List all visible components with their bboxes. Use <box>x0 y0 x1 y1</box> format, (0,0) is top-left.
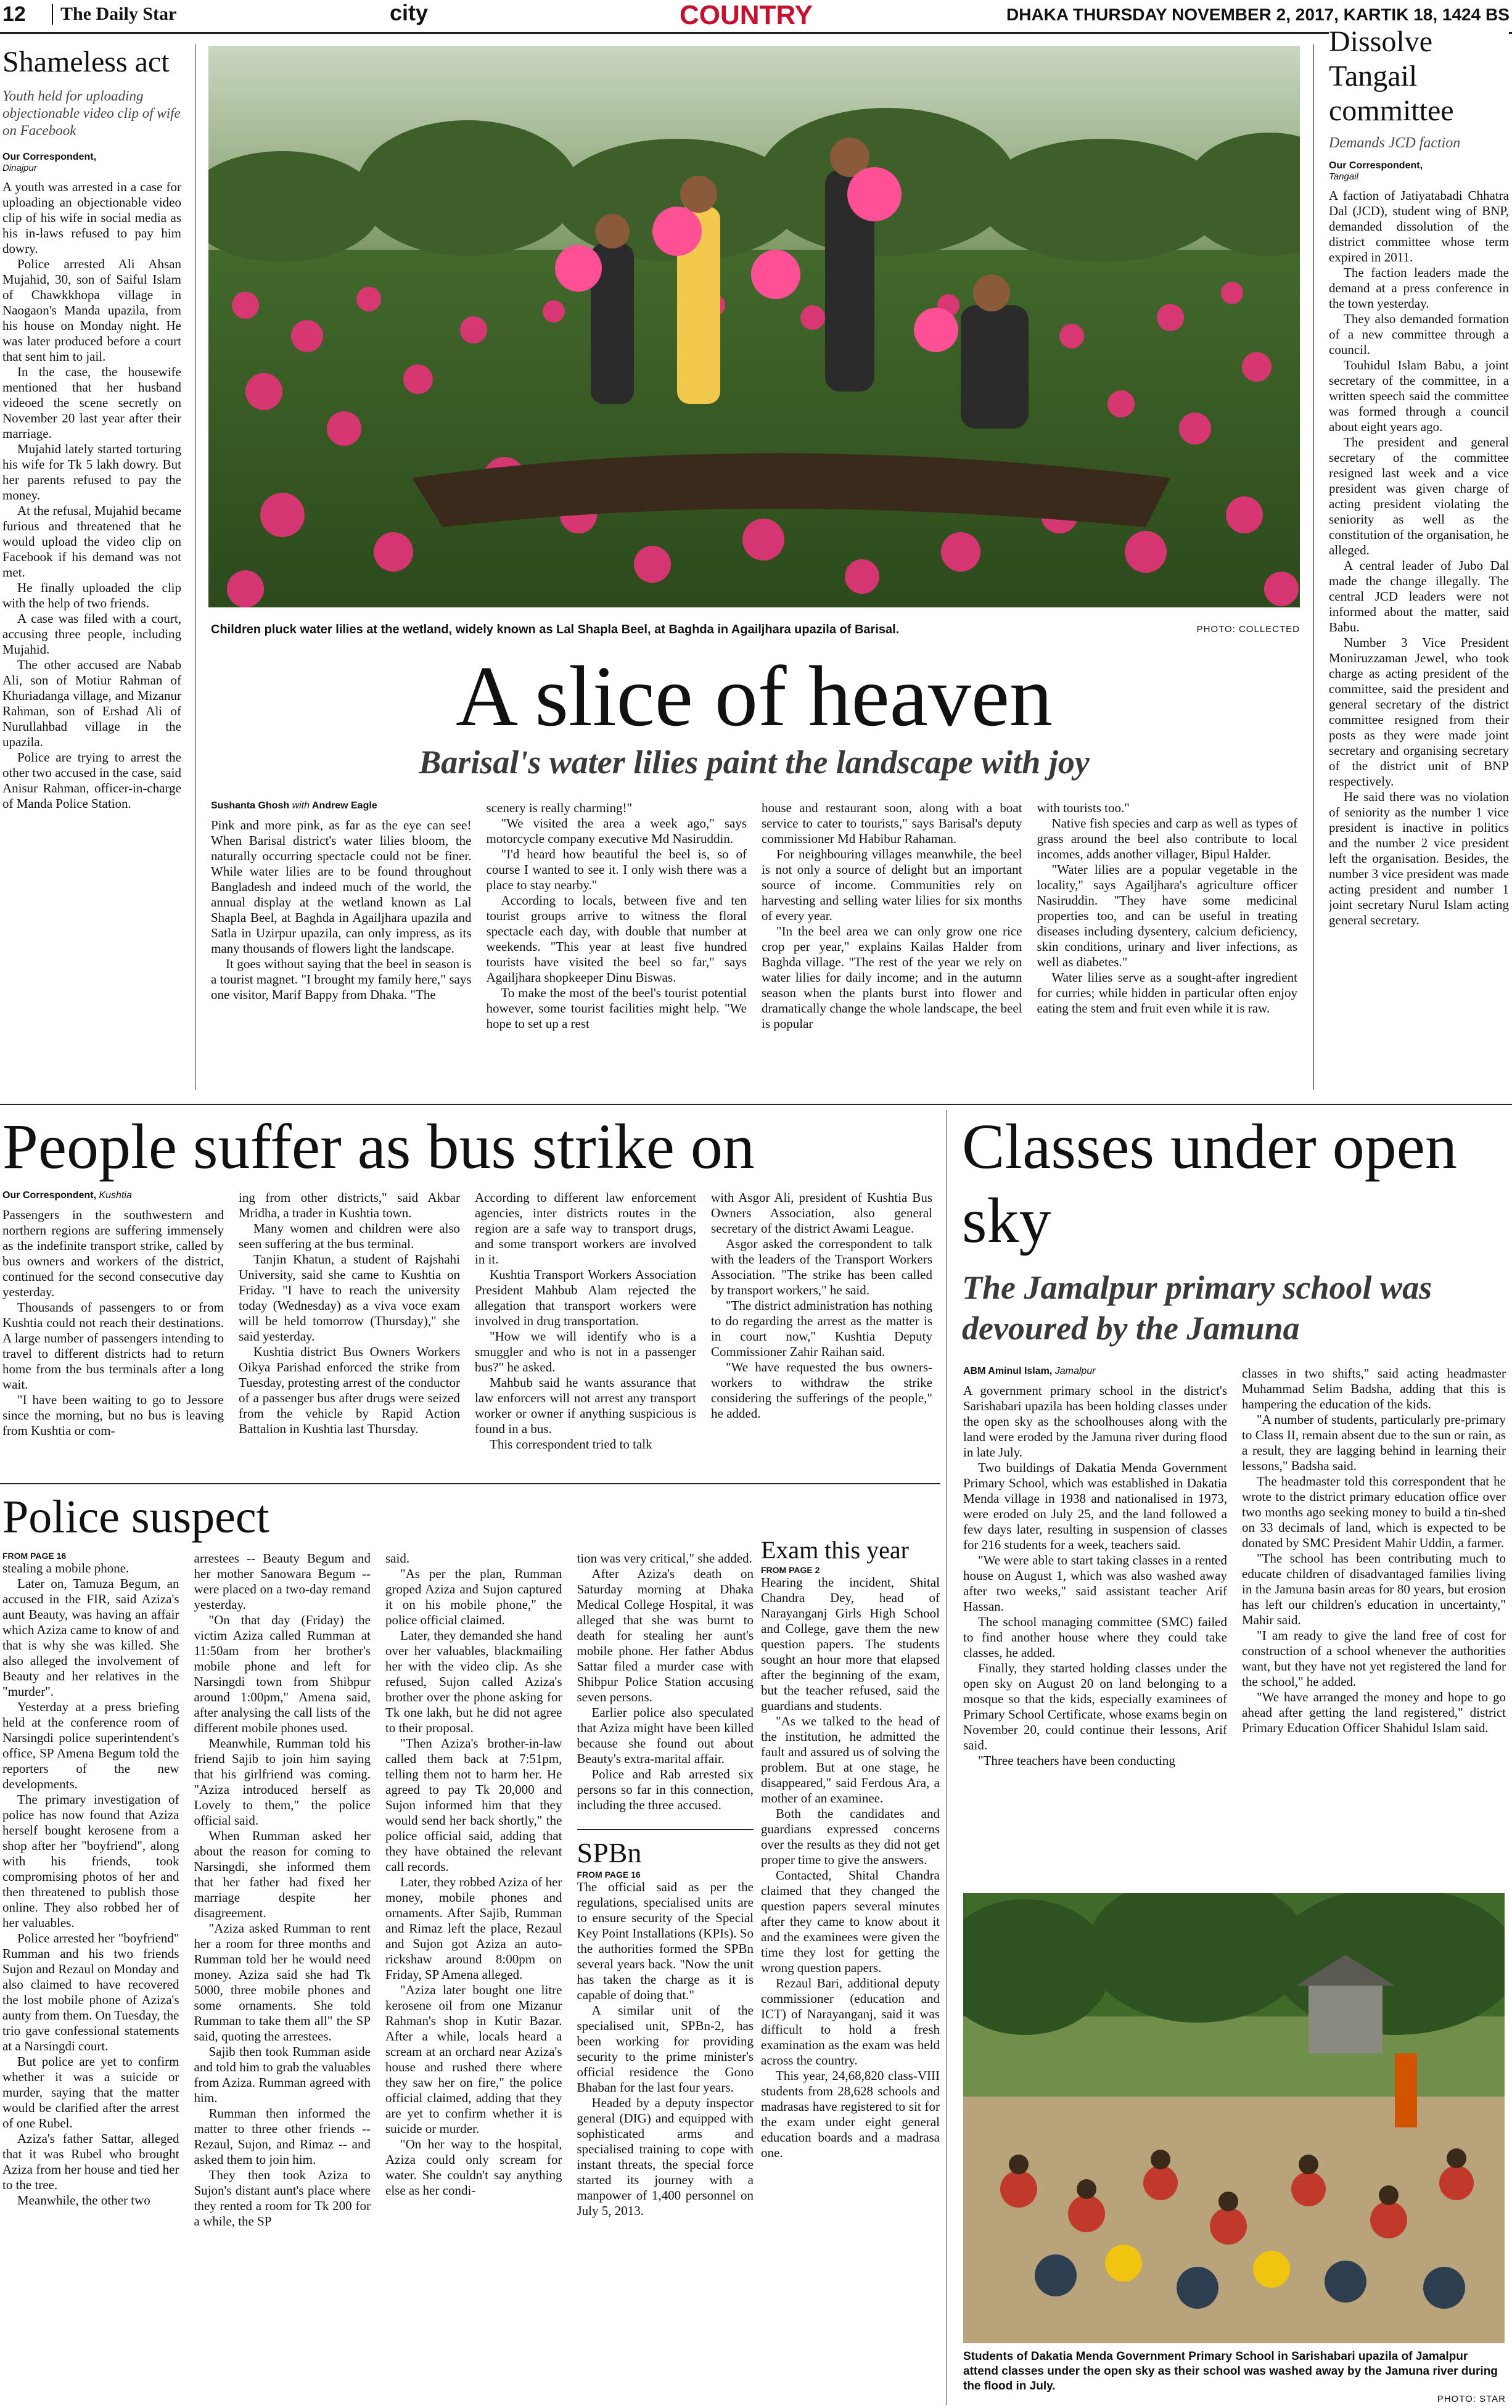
page-number: 12 <box>2 2 26 26</box>
classes-photo-caption: Students of Dakatia Menda Government Primary School in Sarishabari upazila of Jamalpur attend classes under the open sky as their school was washed away by the Jamuna river during the flood in July. <box>963 2350 1498 2393</box>
section-rule <box>0 1483 940 1484</box>
water-lilies-photo-illustration <box>208 46 1300 607</box>
paragraph: The primary investigation of police has now found that Aziza herself bought kerosene from a shop after her "boyfriend", along with his friends, took compromising photos of her and then threatened to publish those online. They also robbed her of her valuables. <box>2 1792 179 1930</box>
byline-location: Kushtia <box>99 1190 132 1201</box>
paragraph: with tourists too." <box>1037 800 1130 815</box>
byline <box>211 800 472 812</box>
article-columns <box>211 800 1297 1090</box>
article-body <box>475 1190 696 1452</box>
paragraph: "The school has been contributing much to educate children of disadvantaged families living in the Jamuna basin areas for 80 years, but erosion has left our children's education in uncertainty," Mahir said. <box>1242 1551 1506 1627</box>
paragraph: He finally uploaded the clip with the help of two friends. <box>2 580 181 610</box>
masthead <box>0 0 1512 31</box>
paragraph: It goes without saying that the beel in season is a tourist magnet. "I brought my family here," says one visitor, Marif Bappy from Dhaka. "The <box>211 956 472 1002</box>
article-body <box>577 1551 754 1813</box>
classes-headline: Classes under open sky <box>962 1111 1457 1256</box>
paragraph: classes in two shifts," said acting headmaster Muhammad Selim Badsha, adding that this is hampering the education of the kids. <box>1242 1366 1506 1412</box>
byline <box>963 1366 1227 1377</box>
article-column <box>194 1551 371 2405</box>
paragraph: "How we will identify who is a smuggler and who is not in a passenger bus?" he asked. <box>475 1329 696 1375</box>
paragraph: Passengers in the southwestern and northern regions are suffering immensely as the indefinite transport strike, called by bus owners and workers of the district, continued for the second consecutive day yesterday. <box>2 1207 224 1299</box>
paragraph: Touhidul Islam Babu, a joint secretary of the committee, in a written speech said the committee was formed through a council about eight years ago. <box>1329 358 1509 434</box>
article-body <box>1242 1366 1506 1736</box>
paragraph: The headmaster told this correspondent that he wrote to the district primary education office over two months ago seeking money to build a tin-shed on 33 decimals of land, which is expected to be donated by SMC President Mahir Uddin, a farmer. <box>1242 1474 1506 1550</box>
paragraph: According to locals, between five and ten tourist groups arrive to witness the floral spectacle each day, with double that number at weekends. "This year at least five hundred tourists have visited the beel so far," says Agailjhara shopkeeper Dinu Biswas. <box>486 893 747 985</box>
paragraph: "I am ready to give the land free of cost for construction of a school whenever the authorities want, but they have not yet registered the land for the school," he added. <box>1242 1628 1506 1689</box>
paragraph: A faction of Jatiyatabadi Chhatra Dal (JCD), student wing of BNP, demanded dissolution of the district committee whose term expired in 2011. <box>1329 188 1509 265</box>
paragraph: Headed by a deputy inspector general (DIG) and equipped with sophisticated arms and specialised training to cope with instant threats, the special force started its journey with a manpower of 1,400 personnel on July 5, 2013. <box>577 2095 754 2218</box>
article-body <box>2 1207 224 1439</box>
article-body <box>2 179 181 812</box>
article-tangail <box>1329 25 1509 1090</box>
open-sky-classroom-illustration <box>963 1893 1505 2343</box>
section-rule <box>0 1104 1512 1105</box>
article-classes <box>963 1366 1506 1878</box>
police-headline: Police suspect <box>2 1491 269 1543</box>
article-body <box>577 1880 754 2219</box>
article-shameless <box>2 44 181 1090</box>
paragraph: Yesterday at a press briefing held at the conference room of Narsingdi police superintendent's office, SP Amena Begum told the reporters of the new developments. <box>2 1699 179 1791</box>
from-page: FROM PAGE 16 <box>2 1551 67 1561</box>
heaven-headline: A slice of heaven <box>456 651 1053 743</box>
open-sky-classroom-photo <box>963 1893 1505 2343</box>
headline: Shameless act <box>2 46 170 78</box>
article-columns <box>963 1366 1506 1878</box>
article-police <box>2 1551 754 2405</box>
paragraph: "Then Aziza's brother-in-law called them back at 7:51pm, telling them not to harm her. He agreed to pay Tk 20,000 and Sujon informed him that they would send her back shortly," the police official said, adding that they have obtained the relevant call records. <box>385 1736 562 1874</box>
paragraph: Meanwhile, Rumman told his friend Sajib to join him saying that his girlfriend was coming. "Aziza introduced herself as Lovely to them," the police official said. <box>194 1736 371 1828</box>
article-body <box>762 800 1022 1032</box>
water-lilies-photo <box>208 46 1300 607</box>
section-rule <box>577 1829 754 1830</box>
paragraph: Both the candidates and guardians expressed concerns over the results as they did not get proper time to give the answers. <box>761 1806 940 1867</box>
byline-location: Tangail <box>1329 171 1358 182</box>
paragraph: The president and general secretary of the committee resigned last week and a vice president was given charge of acting president violating the seniority as well as the constitution of the organisation, he alleged. <box>1329 435 1509 557</box>
paragraph: Kushtia Transport Workers Association President Mahbub Alam rejected the allegation that transport workers were involved in drug transportation. <box>475 1267 696 1328</box>
byline-location: Dinajpur <box>2 163 37 173</box>
byline <box>1329 160 1509 182</box>
paragraph: In the case, the housewife mentioned that her husband videoed the scene secretly on November 20 last year after their marriage. <box>2 364 181 441</box>
byline-name: Our Correspondent, <box>2 1190 97 1201</box>
article-column <box>475 1190 696 1474</box>
paragraph: "We have arranged the money and hope to go ahead after getting the land registered," district Primary Education Officer Shahidul Islam said. <box>1242 1690 1506 1735</box>
column-rule <box>1313 44 1314 1090</box>
paragraph: A case was filed with a court, accusing three people, including Mujahid. <box>2 611 181 657</box>
paragraph: But police are yet to confirm whether it was a suicide or murder, saying that the matter would be clarified after the arrest of one Rubel. <box>2 2054 179 2131</box>
paragraph: Number 3 Vice President Moniruzzaman Jewel, who took charge as acting president of the committee, said the president and general secretary of the district committee resigned from their posts as they were made joint secretary and organising secretary of the district unit of BNP respectively. <box>1329 635 1509 789</box>
article-body <box>761 1575 940 2161</box>
article-body <box>963 1383 1227 1769</box>
paragraph: "As per the plan, Rumman groped Aziza and Sujon captured it on his mobile phone," the police official claimed. <box>385 1566 562 1627</box>
paragraph: Later on, Tamuza Begum, an accused in the FIR, said Aziza's aunt Beauty, was having an affair which Aziza came to know of and that is why she was killed. She also alleged the involvement of Beauty and her relatives in the "murder". <box>2 1576 179 1699</box>
deck: Demands JCD faction <box>1329 135 1461 151</box>
byline-with: with <box>292 800 310 811</box>
paper-name: The Daily Star <box>52 4 176 25</box>
paragraph: said. <box>385 1551 410 1566</box>
paragraph: Hearing the incident, Shital Chandra Dey, head of Narayanganj Girls High School and College, gave them the new question papers. The students sought an hour more that elapsed after the beginning of the exam, but the teacher refused, said the guardians and students. <box>761 1575 940 1713</box>
paragraph: Earlier police also speculated that Aziza might have been killed because she found out about Beauty's extra-marital affair. <box>577 1705 754 1766</box>
paragraph: Police are trying to arrest the other two accused in the case, said Anisur Rahman, officer-in-charge of Manda Police Station. <box>2 750 181 811</box>
heaven-deck: Barisal's water lilies paint the landscape with joy <box>419 744 1090 781</box>
paragraph: "In the beel area we can only grow one rice crop per year," explains Kailas Halder from Baghda village. "The rest of the year we rely on water lilies for daily income; and in the autumn season when the plants burst into flower and dramatically change the whole landscape, the beel is popular <box>762 924 1022 1031</box>
article-column <box>385 1551 562 2405</box>
paragraph: with Asgor Ali, president of Kushtia Bus Owners Association, also general secretary of the district Awami League. <box>711 1190 932 1236</box>
article-column <box>1242 1366 1506 1878</box>
article-column <box>963 1366 1227 1878</box>
paragraph: "I'd heard how beautiful the beel is, so of course I wanted to see it. I only wish there was a place to stay nearby." <box>486 847 747 892</box>
paragraph: The faction leaders made the demand at a press conference in the town yesterday. <box>1329 265 1509 311</box>
paragraph: Contacted, Shital Chandra claimed that they changed the question papers several minutes after they came to know about it and the examinees were given the time they lost for getting the wrong question papers. <box>761 1868 940 1975</box>
article-column <box>239 1190 460 1474</box>
article-column <box>2 1190 224 1474</box>
paragraph: house and restaurant soon, along with a boat service to cater to tourists," says Barisal's deputy commissioner Md Habibur Rahaman. <box>762 800 1022 846</box>
paragraph: Kushtia district Bus Owners Workers Oikya Parishad enforced the strike from Tuesday, protesting arrest of the conductor of a passenger bus after drugs were seized from the vehicle by Rapid Action Battalion in Kushtia last Thursday. <box>239 1344 460 1436</box>
paragraph: Water lilies serve as a sought-after ingredient for curries; while hidden in particular often enjoy eating the stem and fruit even while it is raw. <box>1037 970 1297 1016</box>
classes-photo-credit: PHOTO: STAR <box>1437 2394 1506 2404</box>
paragraph: "Aziza asked Rumman to rent her a room for three months and Rumman told her he would need money. Aziza said she had Tk 5000, three mobile phones and some ornaments. She told Rumman to take them all" the SP said, quoting the arrestees. <box>194 1921 371 2044</box>
masthead-rule <box>0 32 1512 34</box>
article-body <box>487 800 747 1032</box>
paragraph: For neighbouring villages meanwhile, the beel is not only a source of delight but an important source of income. Communities rely on harvesting and selling water lilies for six months of every year. <box>762 847 1022 923</box>
paragraph: A youth was arrested in a case for uploading an objectionable video clip of his wife in social media as his in-laws refused to pay him dowry. <box>2 179 181 256</box>
article-columns <box>2 1551 754 2405</box>
paragraph: Rezaul Bari, additional deputy commissioner (education and ICT) of Narayanganj, said it was difficult to hold a fresh examination as the exam was held across the country. <box>761 1976 940 2068</box>
paragraph: "We have requested the bus owners-workers to withdraw the strike considering the sufferings of the people," he added. <box>711 1360 932 1421</box>
paragraph: ing from other districts," said Akbar Mridha, a trader in Kushtia town. <box>239 1190 460 1220</box>
paragraph: "A number of students, particularly pre-primary to Class II, remain absent due to the sun or rain, as a result, they are lagging behind in learning their lessons," Badsha said. <box>1242 1412 1506 1473</box>
paragraph: Mahbub said he wants assurance that law enforcers will not arrest any transport worker or owner if anything suspicious is found in a bus. <box>475 1375 696 1436</box>
from-page: FROM PAGE 16 <box>577 1870 641 1880</box>
article-column <box>762 800 1022 1090</box>
byline <box>2 1190 224 1201</box>
article-column <box>711 1190 932 1474</box>
paragraph: tion was very critical," she added. <box>577 1551 752 1566</box>
paragraph: At the refusal, Mujahid became furious and threatened that he would upload the video clip on Facebook if his demand was not met. <box>2 503 181 580</box>
paragraph: Sajib then took Rumman aside and told him to grab the valuables from Aziza. Rumman agreed with him. <box>194 2044 371 2105</box>
paragraph: Police and Rab arrested six persons so far in this connection, including the three accused. <box>577 1767 754 1812</box>
byline <box>2 152 181 173</box>
article-body <box>711 1190 932 1421</box>
paragraph: Rumman then informed the matter to three other friends -- Rezaul, Sujon, and Rimaz -- and asked them to join him. <box>194 2106 371 2167</box>
paragraph: scenery is really charming!" <box>486 800 633 815</box>
paragraph: "We visited the area a week ago," says motorcycle company executive Md Nasiruddin. <box>486 816 747 846</box>
paragraph: "I have been waiting to go to Jessore since the morning, but no bus is leaving from Kushtia or com- <box>2 1392 224 1438</box>
paragraph: Native fish species and carp as well as types of grass around the beel also contribute to local incomes, adds another villager, Bipul Halder. <box>1037 816 1297 861</box>
byline-name: Our Correspondent, <box>2 152 97 162</box>
spbn-headline: SPBn <box>577 1837 642 1868</box>
paragraph: They then took Aziza to Sujon's distant aunt's place where they rented a room for Tk 200 for a while, the SP <box>194 2168 371 2229</box>
article-body <box>2 1561 179 2208</box>
article-column <box>1037 800 1298 1090</box>
article-column <box>577 1551 754 2405</box>
paragraph: Pink and more pink, as far as the eye can see! When Barisal district's water lilies bloom, the naturally occurring spectacle could not be finer. While water lilies are to be found throughout Bangladesh and indeed much of the world, the annual display at the wetland known as Lal Shapla Beel, at Baghda in Agailjhara upazila and Satla in Uzirpur upazila, can only impress, as its many thousands of flowers light the landscape. <box>211 818 472 956</box>
paragraph: Thousands of passengers to or from Kushtia could not reach their destinations. A large number of passengers intending to travel to different districts had to return home from the bus terminals after a long wait. <box>2 1300 224 1392</box>
article-body <box>239 1190 460 1437</box>
paragraph: The official said as per the regulations, specialised units are to ensure security of the Special Key Point Installations (KPIs). So the authorities formed the SPBn several years back. "Now the unit has taken the charge as it is capable of doing that." <box>577 1880 754 2002</box>
paragraph: When Rumman asked her about the reason for coming to Narsingdi, she informed them that her father had fixed her marriage despite her disagreement. <box>194 1828 371 1920</box>
byline-name: Our Correspondent, <box>1329 160 1423 171</box>
paragraph: A government primary school in the district's Sarishabari upazila has been holding classes under the open sky as the schoolhouses along with the land were eroded by the Jamuna river during flood in late July. <box>963 1383 1227 1460</box>
dateline: DHAKA THURSDAY NOVEMBER 2, 2017, KARTIK 18, 1424 BS <box>1006 5 1510 24</box>
article-bus <box>2 1190 932 1474</box>
byline-name-2: Andrew Eagle <box>311 800 377 811</box>
exam-headline: Exam this year <box>761 1536 909 1564</box>
paragraph: After Aziza's death on Saturday morning at Dhaka Medical College Hospital, it was alleged that she was burnt to death for stealing her aunt's mobile phone. Her father Abdus Sattar filed a murder case with Shibpur Police Station accusing seven persons. <box>577 1566 754 1704</box>
paragraph: The other accused are Nabab Ali, son of Motiur Rahman of Khuriadanga village, and Mizanur Rahman, son of Ershad Ali of Nurullahbad village in the upazila. <box>2 657 181 749</box>
headline: Dissolve Tangail committee <box>1329 25 1454 127</box>
paragraph: arrestees -- Beauty Begum and her mother Sanowara Begum -- were placed on a two-day remand yesterday. <box>194 1551 371 1612</box>
paragraph: Later, they demanded she hand over her valuables, blackmailing her with the video clip. As she refused, Sujon called Aziza's brother over the phone asking for Tk one lakh, but he did not agree to their proposal. <box>385 1628 562 1735</box>
paragraph: "The district administration has nothing to do regarding the arrest as the matter is in court now," Kushtia Deputy Commissioner Zahir Raihan said. <box>711 1298 932 1359</box>
paragraph: stealing a mobile phone. <box>2 1561 129 1576</box>
classes-deck: The Jamalpur primary school was devoured by the Jamuna <box>962 1269 1432 1347</box>
photo-caption: Children pluck water lilies at the wetland, widely known as Lal Shapla Beel, at Baghda in Agailjhara upazila of Barisal. <box>211 623 900 636</box>
article-body <box>1329 188 1509 928</box>
paragraph: Two buildings of Dakatia Menda Government Primary School, which was established in Dakatia Menda village in 1938 and nationalised in 1973, were eroded on July 25, and the land followed a few days later, resulting in suspension of classes for 216 students for a week, teachers said. <box>963 1460 1227 1552</box>
paragraph: According to different law enforcement agencies, inter districts routes in the region are a safe way to transport drugs, and some transport workers are involved in it. <box>475 1190 696 1267</box>
paragraph: They also demanded formation of a new committee through a council. <box>1329 311 1509 357</box>
section-label: COUNTRY <box>680 0 813 30</box>
byline-name: Sushanta Ghosh <box>211 800 290 811</box>
bus-headline: People suffer as bus strike on <box>2 1111 755 1182</box>
paragraph: He said there was no violation of seniority as the number 1 vice president is inactive in politics and the number 2 vice president left the organisation. Besides, the number 3 vice president was made acting president and number 1 joint secretary Nurul Islam acting general secretary. <box>1329 789 1509 927</box>
article-column <box>2 1551 179 2405</box>
paragraph: "Water lilies are a popular vegetable in the locality," says Agailjhara's agriculture officer Nasiruddin. "They have some medicinal properties too, and can be useful in treating diseases including dysentery, calcium deficiency, skin conditions, urinary and liver infections, as well as diabetes." <box>1037 862 1297 969</box>
paragraph: "Aziza later bought one litre kerosene oil from one Mizanur Rahman's shop in Kutir Bazar. After a while, locals heard a scream at an orchard near Aziza's house and rushed there where they saw her on fire," the police official claimed, adding that they are yet to confirm whether it is suicide or murder. <box>385 1983 562 2136</box>
byline-name: ABM Aminul Islam, <box>963 1366 1053 1376</box>
paragraph: This year, 24,68,820 class-VIII students from 28,628 schools and madrasas have registered to sit for the exam under eight general education boards and a madrasa one. <box>761 2068 940 2160</box>
paragraph: "As we talked to the head of the institution, he admitted the fault and assured us of solving the problem. But at one stage, he disappeared," said Ferdous Ara, a mother of an examinee. <box>761 1714 940 1806</box>
article-body <box>385 1551 562 2198</box>
article-exam <box>761 1535 940 2405</box>
paragraph: Tanjin Khatun, a student of Rajshahi University, said she came to Kushtia on Friday. "I have to reach the university today (Wednesday) as a viva voce exam will be held tomorrow (Thursday)," she said yesterday. <box>239 1252 460 1344</box>
paragraph: Many women and children were also seen suffering at the bus terminal. <box>239 1221 460 1251</box>
paragraph: Police arrested Ali Ahsan Mujahid, 30, son of Saiful Islam of Chawkkhopa village in Naogaon's Manda upazila, from his house on Monday night. He was later produced before a court that sent him to jail. <box>2 257 181 364</box>
paragraph: To make the most of the beel's tourist potential however, some tourist facilities might help. "We hope to set up a rest <box>486 985 747 1031</box>
paragraph: Mujahid lately started torturing his wife for Tk 5 lakh dowry. But her parents refused to pay the money. <box>2 442 181 503</box>
section-left-label: city <box>390 0 429 25</box>
photo-credit: PHOTO: COLLECTED <box>1196 624 1300 635</box>
paragraph: "Three teachers have been conducting <box>978 1753 1175 1768</box>
paragraph: Finally, they started holding classes under the open sky on August 20 on land belonging to a mosque so that the kids, especially examinees of Primary School Certificate, whose exams begin on November 20, could continue their lessons, Arif said. <box>963 1661 1227 1753</box>
paragraph: This correspondent tried to talk <box>490 1437 652 1452</box>
article-column <box>487 800 747 1090</box>
article-body <box>1037 800 1298 1016</box>
article-heaven-body <box>211 800 1297 1090</box>
from-page: FROM PAGE 2 <box>761 1565 820 1575</box>
paragraph: Meanwhile, the other two <box>17 2193 150 2208</box>
article-column <box>211 800 472 1090</box>
paragraph: "On that day (Friday) the victim Aziza called Rumman at 11:50am from her brother's mobile phone and left for Narsingdi town from Shibpur around 1:00pm," Amena said, after analysing the call lists of the different mobile phones used. <box>194 1613 371 1735</box>
paragraph: Asgor asked the correspondent to talk with the leaders of the Transport Workers Association. "The strike has been called by transport workers," he said. <box>711 1236 932 1297</box>
article-body <box>211 818 472 1003</box>
paragraph: A central leader of Jubo Dal made the change illegally. The central JCD leaders were not informed about the matter, said Babu. <box>1329 558 1509 635</box>
article-columns <box>2 1190 932 1474</box>
byline-location: Jamalpur <box>1054 1366 1096 1376</box>
paragraph: Police arrested her "boyfriend" Rumman and his two friends Sujon and Rezaul on Monday and also claimed to have recovered the lost mobile phone of Aziza's aunty from them. On Tuesday, the trio gave confessional statements at a Narsingdi court. <box>2 1931 179 2053</box>
paragraph: A similar unit of the specialised unit, SPBn-2, has been working for providing security to the prime minister's official residence the Gono Bhaban for the last four years. <box>577 2003 754 2095</box>
paragraph: Aziza's father Sattar, alleged that it was Rubel who brought Aziza from her house and tied her to the tree. <box>2 2131 179 2192</box>
paragraph: "On her way to the hospital, Aziza could only scream for water. She couldn't say anything else as her condi- <box>385 2137 562 2198</box>
article-body <box>194 1551 371 2229</box>
paragraph: The school managing committee (SMC) failed to find another house where they could take classes, he added. <box>963 1614 1227 1660</box>
deck: Youth held for uploading objectionable video clip of wife on Facebook <box>2 88 181 138</box>
paragraph: "We were able to start taking classes in a rented house on August 1, which was also washed away after two weeks," said assistant teacher Arif Hassan. <box>963 1553 1227 1614</box>
paragraph: Later, they robbed Aziza of her money, mobile phones and ornaments. After Sajib, Rumman and Rimaz left the place, Rezaul and Sujon got Aziza an auto-rickshaw around 8:00pm on Friday, SP Amena alleged. <box>385 1875 562 1982</box>
